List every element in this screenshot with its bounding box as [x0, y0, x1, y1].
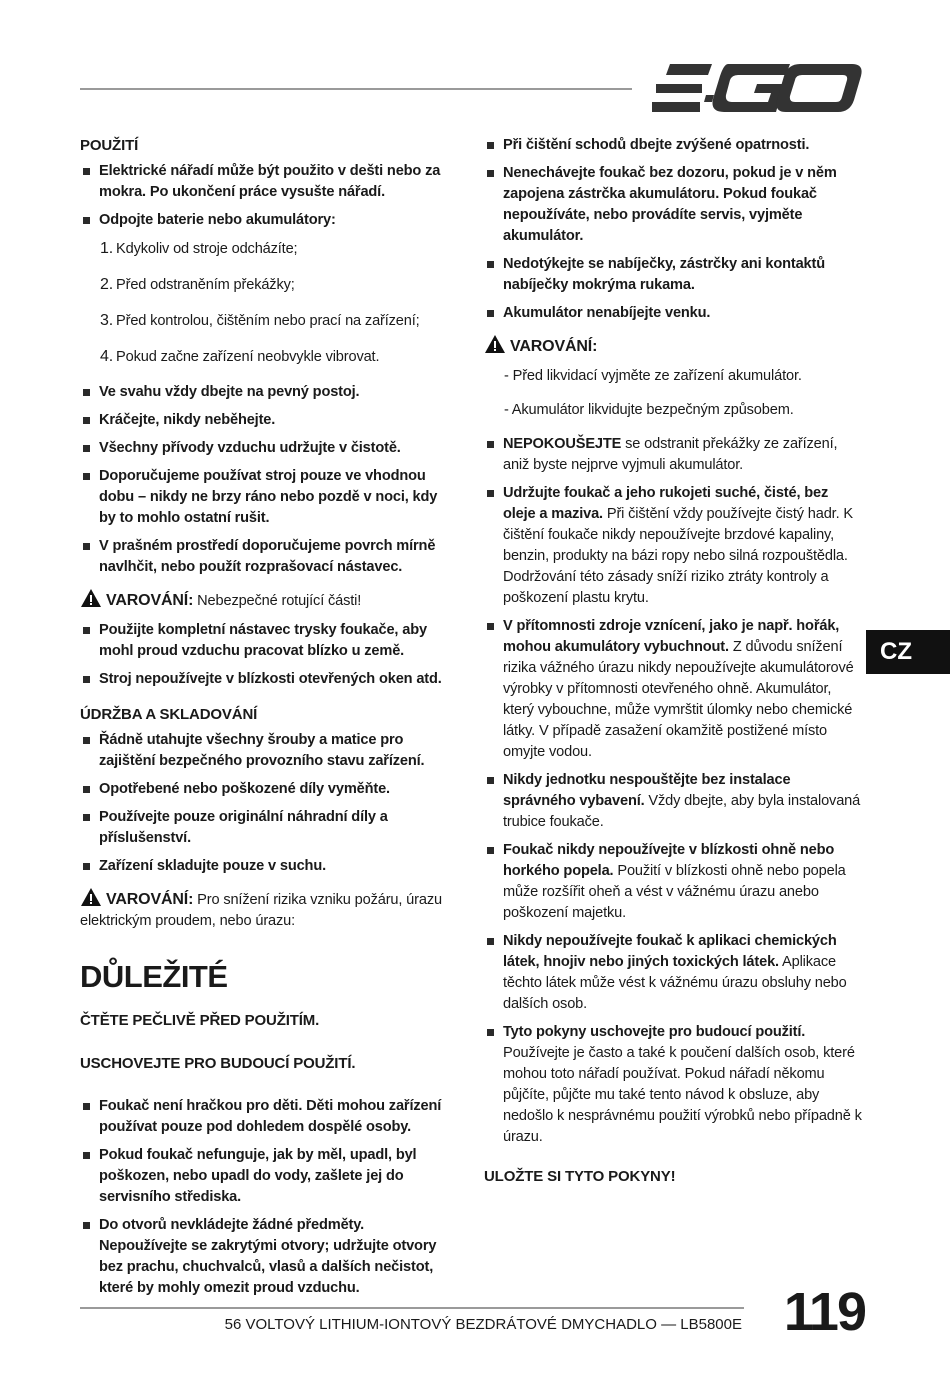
section-heading-maintenance: ÚDRŽBA A SKLADOVÁNÍ [80, 706, 258, 723]
warning-triangle-icon [80, 887, 102, 907]
numbered-item: 1. Kdykoliv od stroje odcházíte; [100, 240, 298, 257]
list-item: Všechny přívody vzduchu udržujte v čistotě. [80, 438, 454, 459]
list-item: Opotřebené nebo poškozené díly vyměňte. [80, 779, 454, 800]
list-item: Doporučujeme používat stroj pouze ve vhodnou dobu – nikdy ne brzy ráno nebo pozdě v noci, kdy by to mohlo ostatní rušit. [80, 466, 454, 529]
list-item: Zařízení skladujte pouze v suchu. [80, 856, 454, 877]
list-item: Použijte kompletní nástavec trysky foukače, aby mohl proud vzduchu pracovat blízko u země. [80, 620, 454, 662]
page-number: 119 [783, 1282, 865, 1342]
numbered-item: 3. Před kontrolou, čištěním nebo prací na zařízení; [100, 312, 420, 329]
warning-battery-disposal: VAROVÁNÍ: [484, 334, 862, 358]
warning-fire-shock: VAROVÁNÍ: Pro snížení rizika vzniku požáru, úrazu elektrickým proudem, nebo úrazu: [80, 887, 454, 932]
list-item: Řádně utahujte všechny šrouby a matice pro zajištění bezpečného provozního stavu zařízení. [80, 730, 454, 772]
dash-item: - Před likvidací vyjměte ze zařízení akumulátor. [504, 368, 802, 384]
numbered-item: 4. Pokud začne zařízení neobvykle vibrovat. [100, 348, 380, 365]
list-item: Nedotýkejte se nabíječky, zástrčky ani kontaktů nabíječky mokrýma rukama. [484, 254, 862, 296]
list-item: Nikdy nepoužívejte foukač k aplikaci chemických látek, hnojiv nebo jiných toxických látek. Aplikace těchto látek může vést k vážnému úrazu obsluhy nebo dalších osob. [484, 931, 862, 1015]
save-instructions-heading: ULOŽTE SI TYTO POKYNY! [484, 1168, 676, 1185]
header-rule [80, 88, 632, 90]
list-item: Kráčejte, nikdy neběhejte. [80, 410, 454, 431]
list-item: Odpojte baterie nebo akumulátory: [80, 210, 454, 231]
list-item: Udržujte foukač a jeho rukojeti suché, čisté, bez oleje a maziva. Při čištění vždy používejte čistý hadr. K čištění foukače nikdy nepoužívejte brzdové kapaliny, benzin, produkty na bázi ropy nebo silná rozpouštědla. Dodržování této zásady sníží riziko ztráty kontroly a poškození plastu krytu. [484, 483, 862, 609]
list-item: V prašném prostředí doporučujeme povrch mírně navlhčit, nebo použít rozprašovací nástavec. [80, 536, 454, 578]
section-heading-use: POUŽITÍ [80, 137, 139, 154]
list-item: NEPOKOUŠEJTE se odstranit překážky ze zařízení, aniž byste nejprve vyjmuli akumulátor. [484, 434, 862, 476]
list-item: Akumulátor nenabíjejte venku. [484, 303, 862, 324]
footer-product-name: 56 VOLTOVÝ LITHIUM-IONTOVÝ BEZDRÁTOVÉ DMYCHADLO — LB5800E [224, 1316, 742, 1333]
footer-rule [80, 1307, 744, 1309]
list-item: Foukač není hračkou pro děti. Děti mohou zařízení používat pouze pod dohledem dospělé osoby. [80, 1096, 454, 1138]
list-item: Při čištění schodů dbejte zvýšené opatrnosti. [484, 135, 862, 156]
list-item: Nenechávejte foukač bez dozoru, pokud je v něm zapojena zástrčka akumulátoru. Pokud foukač nepoužíváte, nebo provádíte servis, vyjměte akumulátor. [484, 163, 862, 247]
list-item: Do otvorů nevkládejte žádné předměty. Nepoužívejte se zakrytými otvory; udržujte otvory bez prachu, chuchvalců, vlasů a dalších nečistot, které by mohly omezit proud vzduchu. [80, 1215, 454, 1299]
list-item: V přítomnosti zdroje vznícení, jako je např. hořák, mohou akumulátory vybuchnout. Z důvodu snížení rizika vážného úrazu nikdy nepoužívejte akumulátorové výrobky v přítomnosti otevřeného ohně. Akumulátor, který vybouchne, může vymrštit úlomky nebo chemické látky. V případě zasažení okamžitě postižené místo omyjte vodou. [484, 616, 862, 763]
dash-item: - Akumulátor likvidujte bezpečným způsobem. [504, 402, 794, 418]
warning-triangle-icon [80, 588, 102, 608]
language-tab: CZ [866, 630, 950, 674]
left-column [80, 135, 454, 1306]
list-item: Ve svahu vždy dbejte na pevný postoj. [80, 382, 454, 403]
ego-logo [650, 62, 862, 114]
warning-triangle-icon [484, 334, 506, 354]
right-column [484, 135, 862, 1192]
list-item: Elektrické nářadí může být použito v dešti nebo za mokra. Po ukončení práce vysušte nářadí. [80, 161, 454, 203]
important-title: DŮLEŽITÉ [80, 959, 228, 994]
read-carefully-heading: ČTĚTE PEČLIVĚ PŘED POUŽITÍM. [80, 1012, 320, 1029]
warning-rotating-parts: VAROVÁNÍ: Nebezpečné rotující části! [80, 588, 454, 612]
list-item: Tyto pokyny uschovejte pro budoucí použití. Používejte je často a také k poučení dalších osob, které mohou toto nářadí používat. Pokud nářadí někomu půjčíte, půjčte mu také tento návod k obsluze, aby nedošlo k nesprávnému použití výrobků nebo případně k úrazu. [484, 1022, 862, 1148]
numbered-item: 2. Před odstraněním překážky; [100, 276, 295, 293]
keep-for-future-heading: USCHOVEJTE PRO BUDOUCÍ POUŽITÍ. [80, 1055, 356, 1072]
list-item: Nikdy jednotku nespouštějte bez instalace správného vybavení. Vždy dbejte, aby byla instalovaná trubice foukače. [484, 770, 862, 833]
list-item: Stroj nepoužívejte v blízkosti otevřených oken atd. [80, 669, 454, 690]
list-item: Pokud foukač nefunguje, jak by měl, upadl, byl poškozen, nebo upadl do vody, zašlete jej do servisního střediska. [80, 1145, 454, 1208]
list-item: Používejte pouze originální náhradní díly a příslušenství. [80, 807, 454, 849]
list-item: Foukač nikdy nepoužívejte v blízkosti ohně nebo horkého popela. Použití v blízkosti ohně nebo popela může rozšířit oheň a vést v vážnému úrazu anebo poškození majetku. [484, 840, 862, 924]
